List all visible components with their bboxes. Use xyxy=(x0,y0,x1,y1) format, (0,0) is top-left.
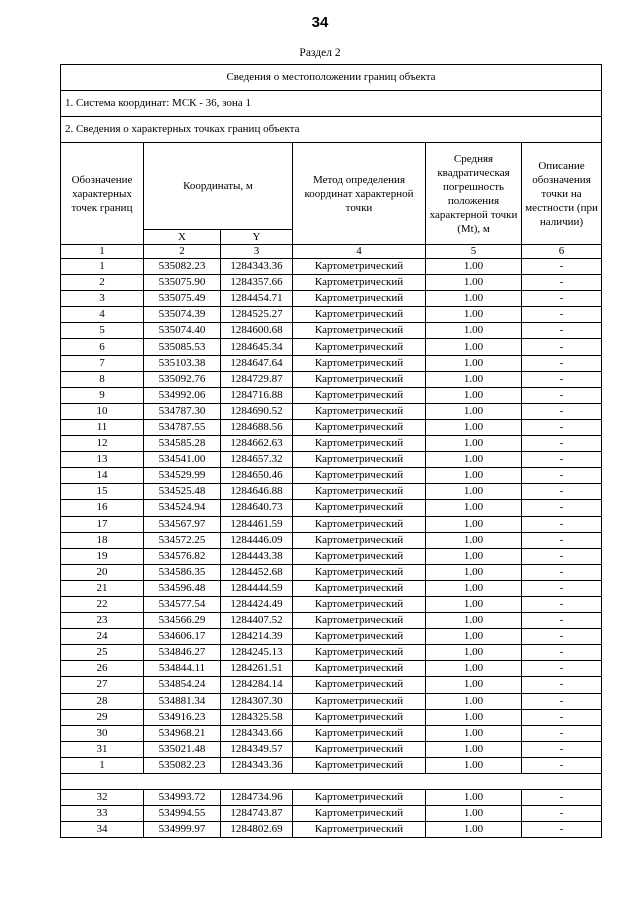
header-coordinates: Координаты, м xyxy=(144,143,293,230)
method: Картометрический xyxy=(293,419,426,435)
method: Картометрический xyxy=(293,339,426,355)
table-row xyxy=(61,661,602,677)
method: Картометрический xyxy=(293,790,426,806)
method: Картометрический xyxy=(293,323,426,339)
coord-x: 534529.99 xyxy=(144,468,221,484)
accuracy: 1.00 xyxy=(426,419,522,435)
table-row xyxy=(61,371,602,387)
points-heading: 2. Сведения о характерных точках границ объекта xyxy=(61,117,602,143)
accuracy: 1.00 xyxy=(426,709,522,725)
header-description: Описание обозначения точки на местности (при наличии) xyxy=(522,143,602,245)
point-number: 23 xyxy=(61,613,144,629)
accuracy: 1.00 xyxy=(426,645,522,661)
table-row xyxy=(61,548,602,564)
table-row xyxy=(61,387,602,403)
table-row xyxy=(61,275,602,291)
table-row xyxy=(61,596,602,612)
table-row xyxy=(61,822,602,838)
coord-y: 1284743.87 xyxy=(221,806,293,822)
coord-y: 1284424.49 xyxy=(221,596,293,612)
point-number: 34 xyxy=(61,822,144,838)
point-number: 25 xyxy=(61,645,144,661)
description: - xyxy=(522,500,602,516)
coord-x: 534854.24 xyxy=(144,677,221,693)
accuracy: 1.00 xyxy=(426,725,522,741)
method: Картометрический xyxy=(293,387,426,403)
point-number: 19 xyxy=(61,548,144,564)
method: Картометрический xyxy=(293,484,426,500)
coord-y: 1284690.52 xyxy=(221,403,293,419)
table-row xyxy=(61,790,602,806)
accuracy: 1.00 xyxy=(426,500,522,516)
method: Картометрический xyxy=(293,436,426,452)
coord-x: 534881.34 xyxy=(144,693,221,709)
table-row xyxy=(61,645,602,661)
method: Картометрический xyxy=(293,596,426,612)
accuracy: 1.00 xyxy=(426,355,522,371)
point-number: 26 xyxy=(61,661,144,677)
coord-y: 1284245.13 xyxy=(221,645,293,661)
description: - xyxy=(522,645,602,661)
accuracy: 1.00 xyxy=(426,790,522,806)
coord-x: 534787.55 xyxy=(144,419,221,435)
point-number: 17 xyxy=(61,516,144,532)
table-row xyxy=(61,307,602,323)
description: - xyxy=(522,259,602,275)
point-number: 14 xyxy=(61,468,144,484)
coord-x: 534566.29 xyxy=(144,613,221,629)
accuracy: 1.00 xyxy=(426,532,522,548)
method: Картометрический xyxy=(293,275,426,291)
accuracy: 1.00 xyxy=(426,275,522,291)
table-row xyxy=(61,725,602,741)
table-row xyxy=(61,355,602,371)
accuracy: 1.00 xyxy=(426,596,522,612)
point-number: 4 xyxy=(61,307,144,323)
description: - xyxy=(522,387,602,403)
point-number: 8 xyxy=(61,371,144,387)
accuracy: 1.00 xyxy=(426,693,522,709)
method: Картометрический xyxy=(293,564,426,580)
table-title: Сведения о местоположении границ объекта xyxy=(61,65,602,91)
method: Картометрический xyxy=(293,548,426,564)
description: - xyxy=(522,339,602,355)
description: - xyxy=(522,580,602,596)
coord-y: 1284454.71 xyxy=(221,291,293,307)
coord-x: 535074.40 xyxy=(144,323,221,339)
accuracy: 1.00 xyxy=(426,403,522,419)
header-designation: Обозначение характерных точек границ xyxy=(61,143,144,245)
accuracy: 1.00 xyxy=(426,677,522,693)
coord-y: 1284646.88 xyxy=(221,484,293,500)
table-row xyxy=(61,436,602,452)
method: Картометрический xyxy=(293,580,426,596)
coord-y: 1284600.68 xyxy=(221,323,293,339)
description: - xyxy=(522,468,602,484)
coord-y: 1284525.27 xyxy=(221,307,293,323)
coord-y: 1284261.51 xyxy=(221,661,293,677)
table-row xyxy=(61,806,602,822)
coord-y: 1284343.66 xyxy=(221,725,293,741)
coord-y: 1284645.34 xyxy=(221,339,293,355)
header-y: Y xyxy=(221,230,293,245)
point-number: 20 xyxy=(61,564,144,580)
description: - xyxy=(522,516,602,532)
table-row xyxy=(61,741,602,757)
point-number: 15 xyxy=(61,484,144,500)
method: Картометрический xyxy=(293,661,426,677)
accuracy: 1.00 xyxy=(426,548,522,564)
table-row xyxy=(61,677,602,693)
coord-x: 534585.28 xyxy=(144,436,221,452)
accuracy: 1.00 xyxy=(426,307,522,323)
coord-y: 1284349.57 xyxy=(221,741,293,757)
method: Картометрический xyxy=(293,516,426,532)
description: - xyxy=(522,741,602,757)
description: - xyxy=(522,790,602,806)
method: Картометрический xyxy=(293,677,426,693)
table-row xyxy=(61,403,602,419)
section-title: Раздел 2 xyxy=(299,47,341,59)
table-row xyxy=(61,419,602,435)
method: Картометрический xyxy=(293,693,426,709)
coord-x: 535075.90 xyxy=(144,275,221,291)
point-number: 21 xyxy=(61,580,144,596)
accuracy: 1.00 xyxy=(426,661,522,677)
coord-x: 535021.48 xyxy=(144,741,221,757)
description: - xyxy=(522,436,602,452)
description: - xyxy=(522,403,602,419)
description: - xyxy=(522,532,602,548)
coord-y: 1284734.96 xyxy=(221,790,293,806)
description: - xyxy=(522,291,602,307)
point-number: 13 xyxy=(61,452,144,468)
method: Картометрический xyxy=(293,452,426,468)
coord-y: 1284650.46 xyxy=(221,468,293,484)
coord-x: 534968.21 xyxy=(144,725,221,741)
accuracy: 1.00 xyxy=(426,291,522,307)
accuracy: 1.00 xyxy=(426,580,522,596)
description: - xyxy=(522,564,602,580)
point-number: 30 xyxy=(61,725,144,741)
coord-y: 1284343.36 xyxy=(221,259,293,275)
description: - xyxy=(522,613,602,629)
coord-y: 1284214.39 xyxy=(221,629,293,645)
point-number: 9 xyxy=(61,387,144,403)
table-row xyxy=(61,468,602,484)
method: Картометрический xyxy=(293,806,426,822)
column-number: 1 xyxy=(61,245,144,259)
table-row xyxy=(61,580,602,596)
table-row-separator xyxy=(61,774,602,790)
separator-cell xyxy=(61,774,602,790)
method: Картометрический xyxy=(293,725,426,741)
point-number: 10 xyxy=(61,403,144,419)
coord-y: 1284640.73 xyxy=(221,500,293,516)
coord-x: 534846.27 xyxy=(144,645,221,661)
coord-x: 535085.53 xyxy=(144,339,221,355)
point-number: 2 xyxy=(61,275,144,291)
accuracy: 1.00 xyxy=(426,516,522,532)
point-number: 32 xyxy=(61,790,144,806)
method: Картометрический xyxy=(293,307,426,323)
coord-y: 1284407.52 xyxy=(221,613,293,629)
point-number: 5 xyxy=(61,323,144,339)
method: Картометрический xyxy=(293,741,426,757)
table-row xyxy=(61,291,602,307)
point-number: 29 xyxy=(61,709,144,725)
coord-x: 534596.48 xyxy=(144,580,221,596)
accuracy: 1.00 xyxy=(426,822,522,838)
method: Картометрический xyxy=(293,613,426,629)
point-number: 16 xyxy=(61,500,144,516)
description: - xyxy=(522,725,602,741)
coord-y: 1284284.14 xyxy=(221,677,293,693)
coord-x: 534576.82 xyxy=(144,548,221,564)
table-row xyxy=(61,484,602,500)
description: - xyxy=(522,629,602,645)
boundary-points-table xyxy=(60,64,602,838)
table-row xyxy=(61,323,602,339)
method: Картометрический xyxy=(293,259,426,275)
description: - xyxy=(522,307,602,323)
description: - xyxy=(522,596,602,612)
coord-x: 534993.72 xyxy=(144,790,221,806)
table-row xyxy=(61,629,602,645)
point-number: 18 xyxy=(61,532,144,548)
method: Картометрический xyxy=(293,757,426,773)
coord-x: 534787.30 xyxy=(144,403,221,419)
coord-x: 534994.55 xyxy=(144,806,221,822)
accuracy: 1.00 xyxy=(426,323,522,339)
accuracy: 1.00 xyxy=(426,613,522,629)
accuracy: 1.00 xyxy=(426,259,522,275)
column-number: 3 xyxy=(221,245,293,259)
description: - xyxy=(522,419,602,435)
accuracy: 1.00 xyxy=(426,387,522,403)
accuracy: 1.00 xyxy=(426,741,522,757)
description: - xyxy=(522,323,602,339)
column-number: 6 xyxy=(522,245,602,259)
point-number: 1 xyxy=(61,757,144,773)
method: Картометрический xyxy=(293,822,426,838)
accuracy: 1.00 xyxy=(426,757,522,773)
point-number: 6 xyxy=(61,339,144,355)
column-number: 4 xyxy=(293,245,426,259)
coord-x: 534586.35 xyxy=(144,564,221,580)
method: Картометрический xyxy=(293,468,426,484)
point-number: 1 xyxy=(61,259,144,275)
table-row xyxy=(61,757,602,773)
header-accuracy: Средняя квадратическая погрешность положения характерной точки (Mt), м xyxy=(426,143,522,245)
description: - xyxy=(522,677,602,693)
coord-x: 534525.48 xyxy=(144,484,221,500)
method: Картометрический xyxy=(293,500,426,516)
coord-x: 534916.23 xyxy=(144,709,221,725)
point-number: 31 xyxy=(61,741,144,757)
method: Картометрический xyxy=(293,355,426,371)
point-number: 11 xyxy=(61,419,144,435)
method: Картометрический xyxy=(293,645,426,661)
coord-y: 1284647.64 xyxy=(221,355,293,371)
method: Картометрический xyxy=(293,371,426,387)
point-number: 7 xyxy=(61,355,144,371)
coord-x: 534524.94 xyxy=(144,500,221,516)
table-row xyxy=(61,339,602,355)
accuracy: 1.00 xyxy=(426,629,522,645)
coord-y: 1284357.66 xyxy=(221,275,293,291)
accuracy: 1.00 xyxy=(426,564,522,580)
coord-x: 534999.97 xyxy=(144,822,221,838)
coord-y: 1284444.59 xyxy=(221,580,293,596)
method: Картометрический xyxy=(293,709,426,725)
description: - xyxy=(522,484,602,500)
table-row xyxy=(61,259,602,275)
coord-y: 1284688.56 xyxy=(221,419,293,435)
description: - xyxy=(522,275,602,291)
description: - xyxy=(522,693,602,709)
coord-x: 535103.38 xyxy=(144,355,221,371)
description: - xyxy=(522,452,602,468)
coord-y: 1284443.38 xyxy=(221,548,293,564)
coord-y: 1284657.32 xyxy=(221,452,293,468)
table-row xyxy=(61,693,602,709)
table-row xyxy=(61,613,602,629)
point-number: 28 xyxy=(61,693,144,709)
method: Картометрический xyxy=(293,629,426,645)
point-number: 22 xyxy=(61,596,144,612)
description: - xyxy=(522,757,602,773)
description: - xyxy=(522,709,602,725)
coord-y: 1284802.69 xyxy=(221,822,293,838)
coord-x: 535082.23 xyxy=(144,259,221,275)
point-number: 12 xyxy=(61,436,144,452)
table-row xyxy=(61,516,602,532)
description: - xyxy=(522,822,602,838)
coord-y: 1284729.87 xyxy=(221,371,293,387)
coord-y: 1284662.63 xyxy=(221,436,293,452)
description: - xyxy=(522,548,602,564)
description: - xyxy=(522,661,602,677)
coord-x: 535082.23 xyxy=(144,757,221,773)
accuracy: 1.00 xyxy=(426,371,522,387)
coord-x: 534844.11 xyxy=(144,661,221,677)
coord-x: 535075.49 xyxy=(144,291,221,307)
table-row xyxy=(61,709,602,725)
coord-x: 534572.25 xyxy=(144,532,221,548)
point-number: 24 xyxy=(61,629,144,645)
point-number: 3 xyxy=(61,291,144,307)
header-method: Метод определения координат характерной точки xyxy=(293,143,426,245)
coord-x: 534992.06 xyxy=(144,387,221,403)
column-number-row xyxy=(61,245,602,259)
accuracy: 1.00 xyxy=(426,452,522,468)
coord-y: 1284446.09 xyxy=(221,532,293,548)
accuracy: 1.00 xyxy=(426,339,522,355)
description: - xyxy=(522,371,602,387)
column-number: 2 xyxy=(144,245,221,259)
coord-system-line: 1. Система координат: МСК - 36, зона 1 xyxy=(61,91,602,117)
coord-y: 1284461.59 xyxy=(221,516,293,532)
method: Картометрический xyxy=(293,291,426,307)
coord-y: 1284343.36 xyxy=(221,757,293,773)
coord-x: 535074.39 xyxy=(144,307,221,323)
coord-y: 1284307.30 xyxy=(221,693,293,709)
table-row xyxy=(61,532,602,548)
column-number: 5 xyxy=(426,245,522,259)
coord-y: 1284325.58 xyxy=(221,709,293,725)
point-number: 33 xyxy=(61,806,144,822)
accuracy: 1.00 xyxy=(426,484,522,500)
point-number: 27 xyxy=(61,677,144,693)
coord-x: 535092.76 xyxy=(144,371,221,387)
method: Картометрический xyxy=(293,532,426,548)
coord-x: 534606.17 xyxy=(144,629,221,645)
header-x: X xyxy=(144,230,221,245)
accuracy: 1.00 xyxy=(426,806,522,822)
description: - xyxy=(522,806,602,822)
accuracy: 1.00 xyxy=(426,436,522,452)
coord-y: 1284452.68 xyxy=(221,564,293,580)
table-row xyxy=(61,500,602,516)
accuracy: 1.00 xyxy=(426,468,522,484)
coord-y: 1284716.88 xyxy=(221,387,293,403)
coord-x: 534567.97 xyxy=(144,516,221,532)
coord-x: 534541.00 xyxy=(144,452,221,468)
table-row xyxy=(61,564,602,580)
coord-x: 534577.54 xyxy=(144,596,221,612)
method: Картометрический xyxy=(293,403,426,419)
page-number: 34 xyxy=(311,14,329,31)
table-row xyxy=(61,452,602,468)
description: - xyxy=(522,355,602,371)
